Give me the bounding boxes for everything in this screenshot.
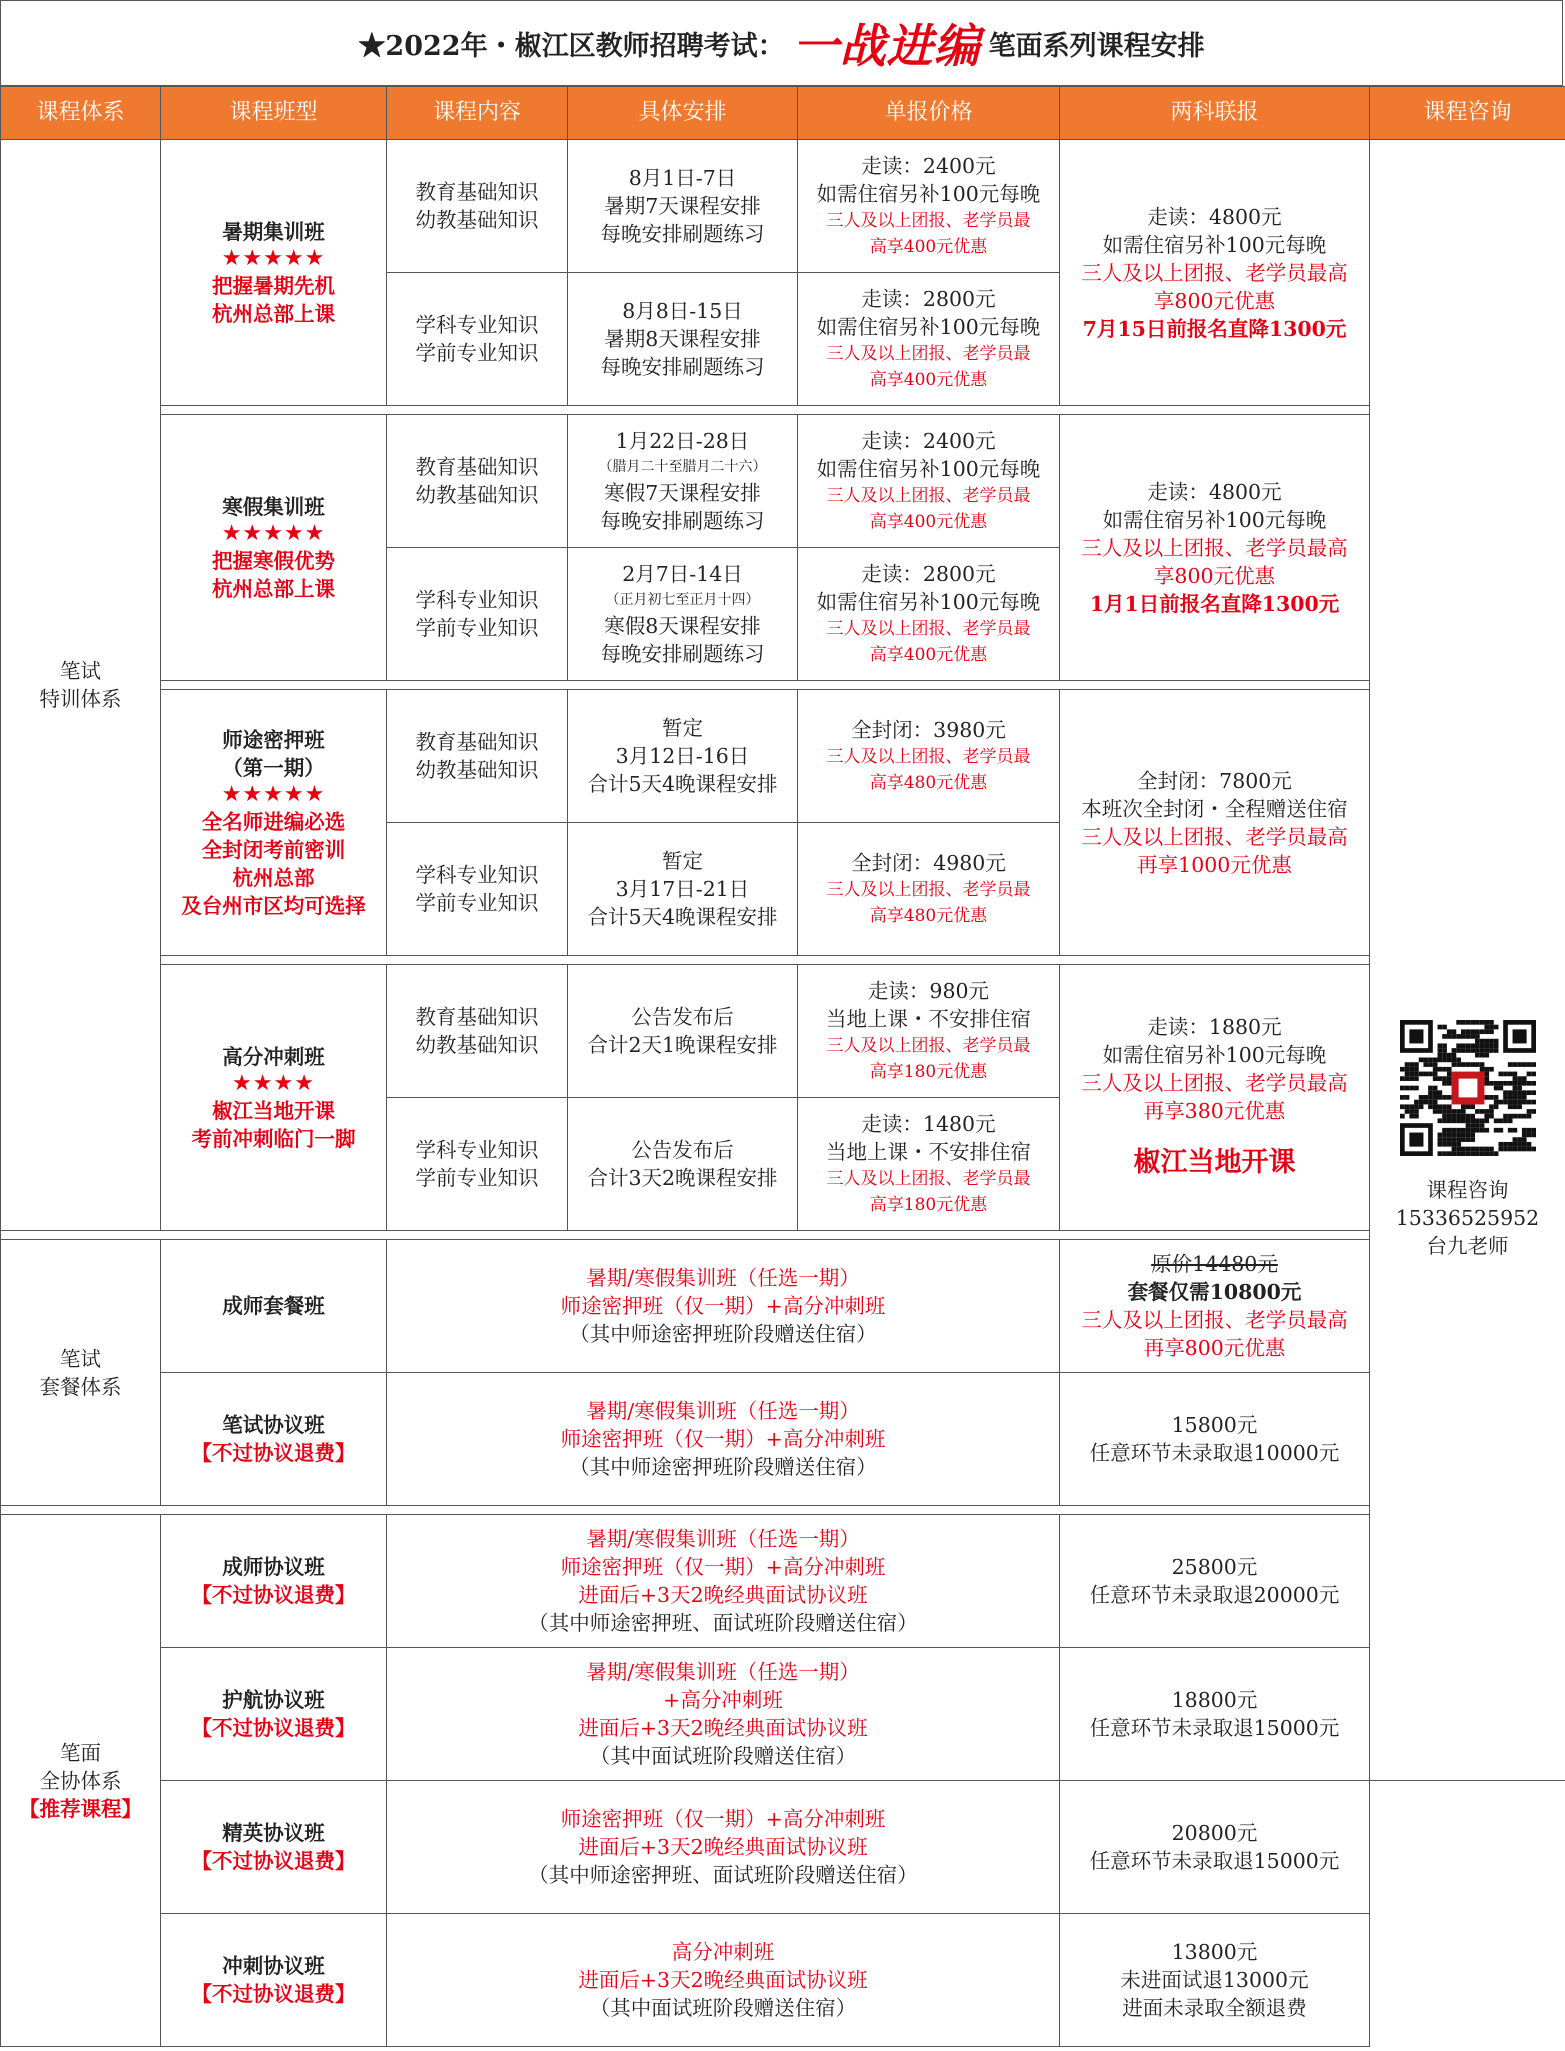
content-line: 学前专业知识	[415, 891, 539, 915]
price-line: 走读：2800元	[861, 562, 996, 586]
row-separator	[161, 956, 1370, 965]
schedule-line: 暂定	[662, 849, 703, 873]
combo-line: 走读：4800元	[1147, 204, 1282, 229]
course-table	[0, 86, 1565, 2047]
row-separator	[1, 1506, 1370, 1515]
consult-label: 课程咨询	[1426, 1178, 1509, 1202]
package-line: 进面后+3天2晚经典面试协议班	[578, 1716, 868, 1740]
class-summer	[161, 140, 387, 406]
schedule-cell	[568, 548, 798, 681]
package-line: 进面后+3天2晚经典面试协议班	[578, 1583, 868, 1607]
combo-price-cell	[1060, 1515, 1370, 1648]
class-name: 暑期集训班	[222, 219, 325, 244]
discount-line: 三人及以上团报、老学员最	[826, 880, 1031, 900]
price-line: 走读：2400元	[861, 154, 996, 178]
discount-line: 高享480元优惠	[869, 773, 988, 793]
header-single-price: 单报价格	[798, 87, 1060, 140]
discount-line: 三人及以上团报、老学员最	[826, 747, 1031, 767]
system-label: 笔试	[60, 659, 101, 683]
class-name: 精英协议班	[222, 1821, 325, 1845]
schedule-cell	[568, 823, 798, 956]
combo-price-cell	[1060, 965, 1370, 1231]
package-line: 进面后+3天2晚经典面试协议班	[578, 1835, 868, 1859]
refund-line: 未进面试退13000元	[1120, 1968, 1309, 1992]
class-name: 高分冲刺班	[222, 1044, 325, 1069]
combo-discount: 再享800元优惠	[1143, 1336, 1286, 1360]
combo-discount: 三人及以上团报、老学员最高	[1081, 1070, 1348, 1095]
discount-line: 高享400元优惠	[869, 237, 988, 257]
package-price: 18800元	[1171, 1688, 1258, 1712]
package-line: +高分冲刺班	[663, 1688, 783, 1712]
schedule-line: 暑期7天课程安排	[604, 194, 761, 218]
schedule-cell	[568, 273, 798, 406]
row-separator	[161, 406, 1370, 415]
class-tag: 椒江当地开课	[212, 1098, 335, 1123]
price-line: 当地上课・不安排住宿	[826, 1140, 1031, 1164]
package-note: （其中师途密押班阶段赠送住宿）	[569, 1322, 877, 1346]
combo-price-cell	[1060, 415, 1370, 681]
class-tag: 考前冲刺临门一脚	[191, 1126, 356, 1151]
class-tag: 把握暑期先机	[212, 273, 335, 298]
schedule-line: 合计2天1晚课程安排	[587, 1033, 778, 1057]
price-line: 走读：1480元	[861, 1112, 996, 1136]
schedule-line: 寒假8天课程安排	[604, 614, 761, 638]
refund-line: 任意环节未录取退15000元	[1089, 1849, 1340, 1873]
combo-discount: 享800元优惠	[1153, 563, 1276, 588]
schedule-line: 公告发布后	[631, 1005, 734, 1029]
class-name: 成师协议班	[222, 1555, 325, 1579]
system-written-special	[1, 140, 161, 1231]
class-tag: 全名师进编必选	[201, 809, 346, 834]
schedule-line: 寒假7天课程安排	[604, 481, 761, 505]
discount-line: 高享180元优惠	[869, 1062, 988, 1082]
combo-discount: 享800元优惠	[1153, 288, 1276, 313]
price-cell	[798, 690, 1060, 823]
schedule-cell	[568, 140, 798, 273]
package-note: （其中面试班阶段赠送住宿）	[589, 1996, 857, 2020]
system-label: 套餐体系	[39, 1374, 122, 1399]
refund-tag: 【不过协议退费】	[191, 1716, 356, 1740]
price-line: 如需住宿另补100元每晚	[816, 182, 1041, 206]
system-label: 特训体系	[39, 687, 122, 711]
combo-price-cell	[1060, 1914, 1370, 2047]
price-line: 当地上课・不安排住宿	[826, 1007, 1031, 1031]
class-package-chengshi	[161, 1240, 387, 1373]
content-cell	[387, 273, 568, 406]
content-line: 学前专业知识	[415, 616, 539, 640]
schedule-line: 8月1日-7日	[628, 166, 737, 190]
content-line: 幼教基础知识	[415, 758, 539, 782]
package-content-cell	[387, 1373, 1060, 1506]
schedule-cell	[568, 415, 798, 548]
title-suffix: 笔面系列课程安排	[988, 30, 1205, 62]
package-line: 师途密押班（仅一期）+高分冲刺班	[560, 1807, 886, 1831]
content-cell	[387, 965, 568, 1098]
discount-line: 三人及以上团报、老学员最	[826, 1169, 1031, 1189]
schedule-line: 3月17日-21日	[615, 877, 750, 901]
discount-line: 高享180元优惠	[869, 1195, 988, 1215]
header-system: 课程体系	[1, 87, 161, 140]
schedule-line: 1月22日-28日	[615, 429, 750, 453]
combo-line: 如需住宿另补100元每晚	[1102, 507, 1327, 532]
combo-line: 走读：1880元	[1147, 1014, 1282, 1039]
class-tag: 把握寒假优势	[212, 548, 335, 573]
system-label: 全协体系	[39, 1768, 122, 1793]
header-schedule: 具体安排	[568, 87, 798, 140]
class-name: 成师套餐班	[222, 1294, 325, 1318]
price-cell	[798, 823, 1060, 956]
class-name: 笔试协议班	[222, 1413, 325, 1437]
package-line: 暑期/寒假集训班（任选一期）	[586, 1399, 860, 1423]
discount-line: 三人及以上团报、老学员最	[826, 211, 1031, 231]
rating-stars: ★★★★	[232, 1070, 315, 1096]
package-line: 高分冲刺班	[671, 1940, 775, 1964]
schedule-line: 3月12日-16日	[615, 744, 750, 768]
schedule-line: 合计5天4晚课程安排	[587, 772, 778, 796]
consult-teacher: 台九老师	[1426, 1234, 1509, 1258]
content-line: 教育基础知识	[415, 180, 539, 204]
discount-line: 高享400元优惠	[869, 645, 988, 665]
price-line: 走读：2400元	[861, 429, 996, 453]
content-line: 学前专业知识	[415, 341, 539, 365]
package-line: 师途密押班（仅一期）+高分冲刺班	[560, 1294, 886, 1318]
early-bird-line: 7月15日前报名直降1300元	[1082, 316, 1347, 341]
class-sprint	[161, 965, 387, 1231]
header-combo-price: 两科联报	[1060, 87, 1370, 140]
rating-stars: ★★★★★	[221, 520, 326, 546]
header-class: 课程班型	[161, 87, 387, 140]
content-line: 幼教基础知识	[415, 208, 539, 232]
title-highlight: 一战进编	[792, 19, 981, 73]
package-line: 师途密押班（仅一期）+高分冲刺班	[560, 1555, 886, 1579]
package-note: （其中师途密押班、面试班阶段赠送住宿）	[528, 1863, 918, 1887]
content-cell	[387, 415, 568, 548]
class-name: （第一期）	[222, 755, 325, 780]
price-cell	[798, 415, 1060, 548]
class-tag: 杭州总部上课	[212, 576, 335, 601]
consult-phone[interactable]: 15336525952	[1395, 1206, 1540, 1230]
content-cell	[387, 1098, 568, 1231]
header-consult: 课程咨询	[1370, 87, 1565, 140]
refund-tag: 【不过协议退费】	[191, 1583, 356, 1607]
refund-tag: 【不过协议退费】	[191, 1982, 356, 2006]
refund-tag: 【不过协议退费】	[191, 1441, 356, 1465]
schedule-line: 暂定	[662, 716, 703, 740]
schedule-line: 8月8日-15日	[622, 299, 743, 323]
early-bird-line: 1月1日前报名直降1300元	[1089, 591, 1340, 616]
discount-line: 高享400元优惠	[869, 512, 988, 532]
package-note: （其中面试班阶段赠送住宿）	[589, 1744, 857, 1768]
refund-line: 任意环节未录取退20000元	[1089, 1583, 1340, 1607]
class-full-huhang	[161, 1648, 387, 1781]
package-price: 25800元	[1171, 1555, 1258, 1579]
recommended-tag: 【推荐课程】	[19, 1796, 142, 1821]
schedule-line: 每晚安排刷题练习	[600, 222, 765, 246]
class-full-chengshi	[161, 1515, 387, 1648]
class-full-chongci	[161, 1914, 387, 2047]
schedule-cell	[568, 965, 798, 1098]
class-name: 寒假集训班	[222, 494, 325, 519]
content-line: 教育基础知识	[415, 730, 539, 754]
class-full-jingying	[161, 1781, 387, 1914]
price-line: 走读：2800元	[861, 287, 996, 311]
combo-discount: 三人及以上团报、老学员最高	[1081, 535, 1348, 560]
rating-stars: ★★★★★	[221, 781, 326, 807]
package-content-cell	[387, 1914, 1060, 2047]
price-cell	[798, 273, 1060, 406]
class-name: 师途密押班	[222, 727, 325, 752]
discount-line: 高享480元优惠	[869, 906, 988, 926]
content-line: 学前专业知识	[415, 1166, 539, 1190]
class-tag: 及台州市区均可选择	[181, 893, 366, 918]
package-price: 15800元	[1171, 1413, 1258, 1437]
price-cell	[798, 548, 1060, 681]
combo-discount: 三人及以上团报、老学员最高	[1081, 1308, 1348, 1332]
system-label: 笔试	[60, 1346, 101, 1371]
combo-line: 全封闭：7800元	[1137, 768, 1292, 793]
schedule-line: 每晚安排刷题练习	[600, 355, 765, 379]
content-cell	[387, 140, 568, 273]
title-prefix: ★2022年・椒江区教师招聘考试：	[358, 30, 785, 62]
combo-discount: 再享1000元优惠	[1137, 852, 1292, 877]
combo-line: 走读：4800元	[1147, 479, 1282, 504]
content-line: 学科专业知识	[415, 1138, 539, 1162]
local-class-banner: 椒江当地开课	[1133, 1146, 1296, 1178]
package-price: 20800元	[1171, 1821, 1258, 1845]
price-line: 如需住宿另补100元每晚	[816, 457, 1041, 481]
package-line: 暑期/寒假集训班（任选一期）	[586, 1266, 860, 1290]
combo-discount: 三人及以上团报、老学员最高	[1081, 260, 1348, 285]
content-line: 教育基础知识	[415, 455, 539, 479]
schedule-lunar: （腊月二十至腊月二十六）	[598, 459, 767, 475]
content-cell	[387, 690, 568, 823]
content-line: 学科专业知识	[415, 588, 539, 612]
discount-line: 三人及以上团报、老学员最	[826, 1036, 1031, 1056]
schedule-line: 暑期8天课程安排	[604, 327, 761, 351]
consult-cell	[1370, 140, 1565, 1781]
combo-price-cell	[1060, 140, 1370, 406]
class-winter	[161, 415, 387, 681]
price-cell	[798, 1098, 1060, 1231]
rating-stars: ★★★★★	[221, 245, 326, 271]
price-line: 如需住宿另补100元每晚	[816, 315, 1041, 339]
class-tag: 全封闭考前密训	[201, 837, 346, 862]
row-separator	[1, 1231, 1370, 1240]
content-cell	[387, 823, 568, 956]
package-line: 暑期/寒假集训班（任选一期）	[586, 1527, 860, 1551]
discount-line: 三人及以上团报、老学员最	[826, 344, 1031, 364]
content-line: 幼教基础知识	[415, 1033, 539, 1057]
price-cell	[798, 965, 1060, 1098]
discount-line: 三人及以上团报、老学员最	[826, 486, 1031, 506]
original-price: 原价14480元	[1151, 1252, 1278, 1276]
combo-price-cell	[1060, 1373, 1370, 1506]
header-row	[1, 87, 1565, 140]
package-content-cell	[387, 1781, 1060, 1914]
price-line: 全封闭：4980元	[851, 851, 1006, 875]
row-separator	[161, 681, 1370, 690]
refund-line: 任意环节未录取退15000元	[1089, 1716, 1340, 1740]
package-line: 暑期/寒假集训班（任选一期）	[586, 1660, 860, 1684]
combo-line: 本班次全封闭・全程赠送住宿	[1081, 796, 1348, 821]
refund-line: 任意环节未录取退10000元	[1089, 1441, 1340, 1465]
package-line: 师途密押班（仅一期）+高分冲刺班	[560, 1427, 886, 1451]
schedule-line: 合计5天4晚课程安排	[587, 905, 778, 929]
system-written-package	[1, 1240, 161, 1506]
discount-line: 三人及以上团报、老学员最	[826, 619, 1031, 639]
class-name: 冲刺协议班	[222, 1954, 325, 1978]
content-line: 学科专业知识	[415, 313, 539, 337]
class-name: 护航协议班	[222, 1688, 325, 1712]
combo-price-cell	[1060, 1240, 1370, 1373]
schedule-lunar: （正月初七至正月十四）	[605, 592, 760, 608]
content-cell	[387, 548, 568, 681]
schedule-cell	[568, 1098, 798, 1231]
combo-line: 如需住宿另补100元每晚	[1102, 232, 1327, 257]
package-content-cell	[387, 1240, 1060, 1373]
price-cell	[798, 140, 1060, 273]
price-line: 如需住宿另补100元每晚	[816, 590, 1041, 614]
package-note: （其中师途密押班阶段赠送住宿）	[569, 1455, 877, 1479]
qr-code-icon[interactable]	[1400, 1020, 1536, 1156]
package-line: 进面后+3天2晚经典面试协议班	[578, 1968, 868, 1992]
schedule-line: 合计3天2晚课程安排	[587, 1166, 778, 1190]
system-full	[1, 1515, 161, 2047]
content-line: 教育基础知识	[415, 1005, 539, 1029]
package-price: 套餐仅需10800元	[1127, 1280, 1302, 1304]
schedule-line: 每晚安排刷题练习	[600, 509, 765, 533]
combo-price-cell	[1060, 1781, 1370, 1914]
package-price: 13800元	[1171, 1940, 1258, 1964]
system-label: 笔面	[60, 1740, 101, 1765]
schedule-line: 每晚安排刷题练习	[600, 642, 765, 666]
package-content-cell	[387, 1515, 1060, 1648]
schedule-line: 2月7日-14日	[622, 562, 743, 586]
content-line: 学科专业知识	[415, 863, 539, 887]
combo-line: 如需住宿另补100元每晚	[1102, 1042, 1327, 1067]
schedule-cell	[568, 690, 798, 823]
header-content: 课程内容	[387, 87, 568, 140]
package-content-cell	[387, 1648, 1060, 1781]
content-line: 幼教基础知识	[415, 483, 539, 507]
class-tag: 杭州总部上课	[212, 301, 335, 326]
refund-line: 进面未录取全额退费	[1122, 1996, 1307, 2020]
class-package-bishi	[161, 1373, 387, 1506]
class-tag: 杭州总部	[232, 865, 315, 890]
schedule-line: 公告发布后	[631, 1138, 734, 1162]
combo-discount: 再享380元优惠	[1143, 1098, 1286, 1123]
package-note: （其中师途密押班、面试班阶段赠送住宿）	[528, 1611, 918, 1635]
page-title	[0, 0, 1563, 86]
combo-price-cell	[1060, 690, 1370, 956]
price-line: 全封闭：3980元	[851, 718, 1006, 742]
discount-line: 高享400元优惠	[869, 370, 988, 390]
combo-discount: 三人及以上团报、老学员最高	[1081, 824, 1348, 849]
class-secret	[161, 690, 387, 956]
price-line: 走读：980元	[867, 979, 990, 1003]
combo-price-cell	[1060, 1648, 1370, 1781]
refund-tag: 【不过协议退费】	[191, 1849, 356, 1873]
